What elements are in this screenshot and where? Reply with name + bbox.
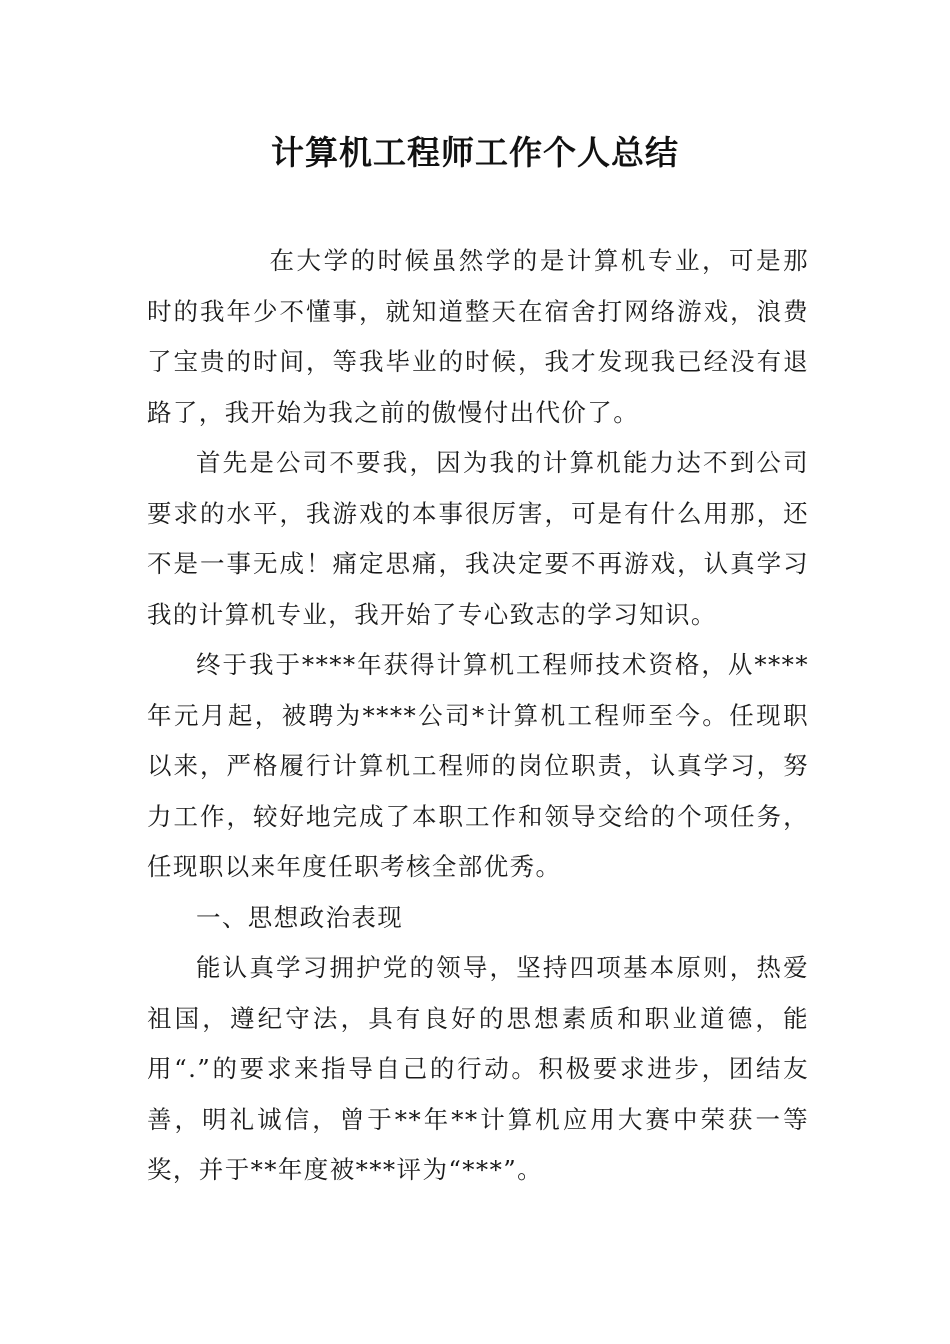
document-title: 计算机工程师工作个人总结 [271, 133, 679, 172]
paragraph-political: 能认真学习拥护党的领导，坚持四项基本原则，热爱祖国，遵纪守法，具有良好的思想素质和职业道德，能用“.”的要求来指导自己的行动。积极要求进步，团结友善，明礼诚信，曾于**年**计算机应用大赛中荣获一等奖，并于**年度被***评为“***”。 [147, 953, 809, 1184]
document-body [147, 236, 809, 1196]
section-heading-political: 一、思想政治表现 [196, 902, 404, 932]
paragraph-intro: 在大学的时候虽然学的是计算机专业，可是那时的我年少不懂事，就知道整天在宿舍打网络游戏，浪费了宝贵的时间，等我毕业的时候，我才发现我已经没有退路了，我开始为我之前的傲慢付出代价了。 [147, 246, 809, 427]
paragraph-rejection: 首先是公司不要我，因为我的计算机能力达不到公司要求的水平，我游戏的本事很厉害，可是有什么用那，还不是一事无成！痛定思痛，我决定要不再游戏，认真学习我的计算机专业，我开始了专心致志的学习知识。 [147, 448, 809, 629]
paragraph-qualification: 终于我于****年获得计算机工程师技术资格，从****年元月起，被聘为****公司*计算机工程师至今。任现职以来，严格履行计算机工程师的岗位职责，认真学习，努力工作，较好地完成了本职工作和领导交给的个项任务，任现职以来年度任职考核全部优秀。 [147, 650, 809, 881]
